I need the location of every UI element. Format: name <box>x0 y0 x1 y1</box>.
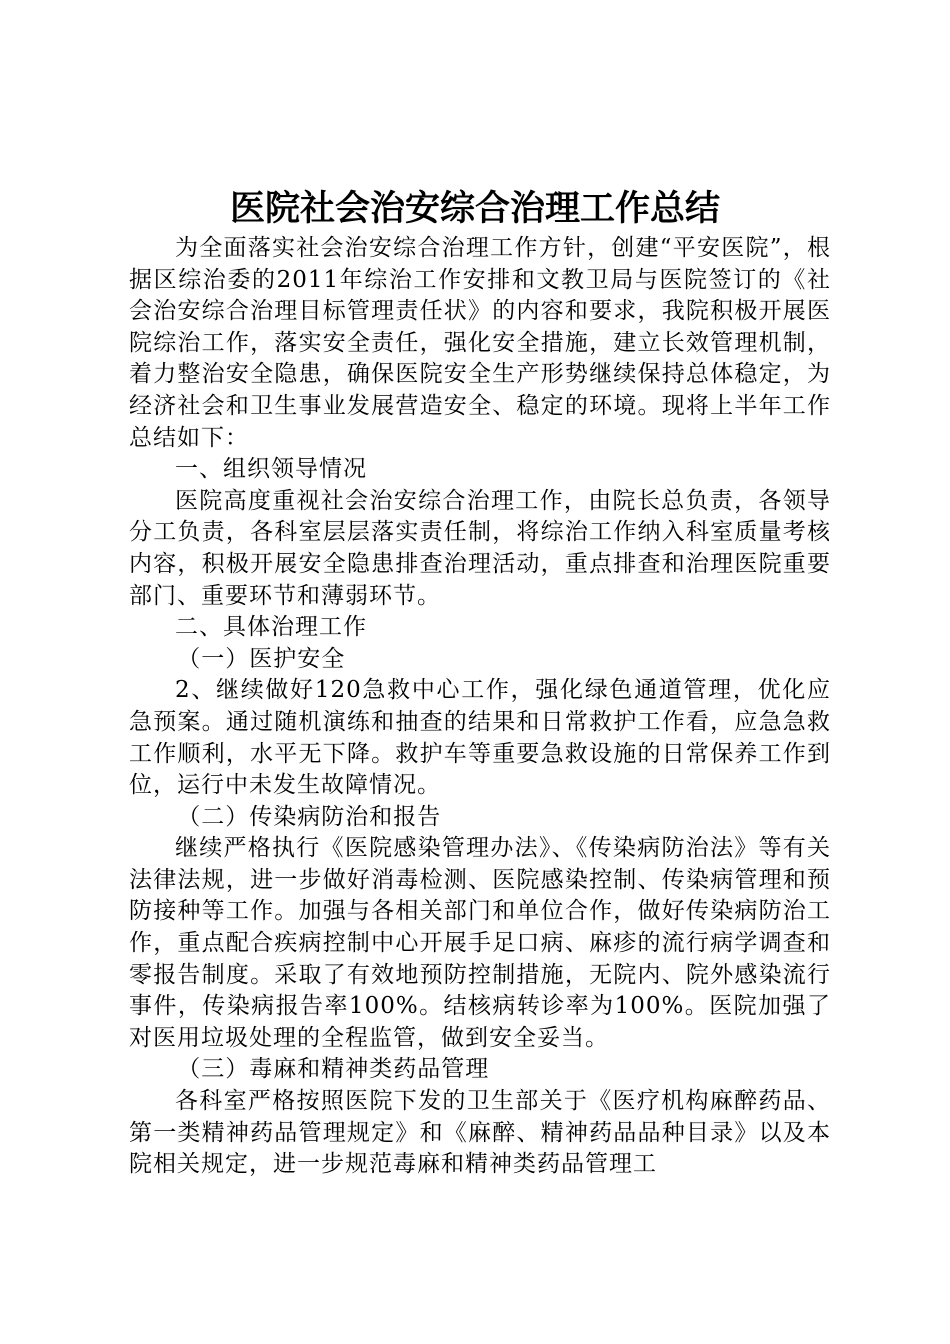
paragraph-drug-management: 各科室严格按照医院下发的卫生部关于《医疗机构麻醉药品、第一类精神药品管理规定》和《麻醉、精神药品品种目录》以及本院相关规定，进一步规范毒麻和精神类药品管理工 <box>129 1088 831 1178</box>
subsection-heading-infectious-disease: （二）传染病防治和报告 <box>177 803 442 830</box>
section-heading-organization: 一、组织领导情况 <box>175 456 367 483</box>
document-title: 医院社会治安综合治理工作总结 <box>229 188 720 229</box>
paragraph-infectious-disease: 继续严格执行《医院感染管理办法》、《传染病防治法》等有关法律法规，进一步做好消毒检测、医院感染控制、传染病管理和预防接种等工作。加强与各相关部门和单位合作，做好传染病防治工作，重点配合疾病控制中心开展手足口病、麻疹的流行病学调查和零报告制度。采取了有效地预防控制措施，无院内、院外感染流行事件，传染病报告率100%。结核病转诊率为100%。医院加强了对医用垃圾处理的全程监管，做到安全妥当。 <box>129 835 831 1051</box>
paragraph-medical-safety: 2、继续做好120急救中心工作，强化绿色通道管理，优化应急预案。通过随机演练和抽查的结果和日常救护工作看，应急急救工作顺利，水平无下降。救护车等重要急救设施的日常保养工作到位，运行中未发生故障情况。 <box>129 677 831 799</box>
document-body <box>129 233 831 1181</box>
subsection-heading-drug-management: （三）毒麻和精神类药品管理 <box>177 1056 490 1083</box>
paragraph-intro: 为全面落实社会治安综合治理工作方针，创建“平安医院”，根据区综治委的2011年综治工作安排和文教卫局与医院签订的《社会治安综合治理目标管理责任状》的内容和要求，我院积极开展医院综治工作，落实安全责任，强化安全措施，建立长效管理机制，着力整治安全隐患，确保医院安全生产形势继续保持总体稳定，为经济社会和卫生事业发展营造安全、稳定的环境。现将上半年工作总结如下： <box>129 235 831 451</box>
paragraph-organization: 医院高度重视社会治安综合治理工作，由院长总负责，各领导分工负责，各科室层层落实责任制，将综治工作纳入科室质量考核内容，积极开展安全隐患排查治理活动，重点排查和治理医院重要部门、重要环节和薄弱环节。 <box>129 487 831 609</box>
section-heading-specific-work: 二、具体治理工作 <box>175 614 367 641</box>
subsection-heading-medical-safety: （一）医护安全 <box>177 645 346 672</box>
